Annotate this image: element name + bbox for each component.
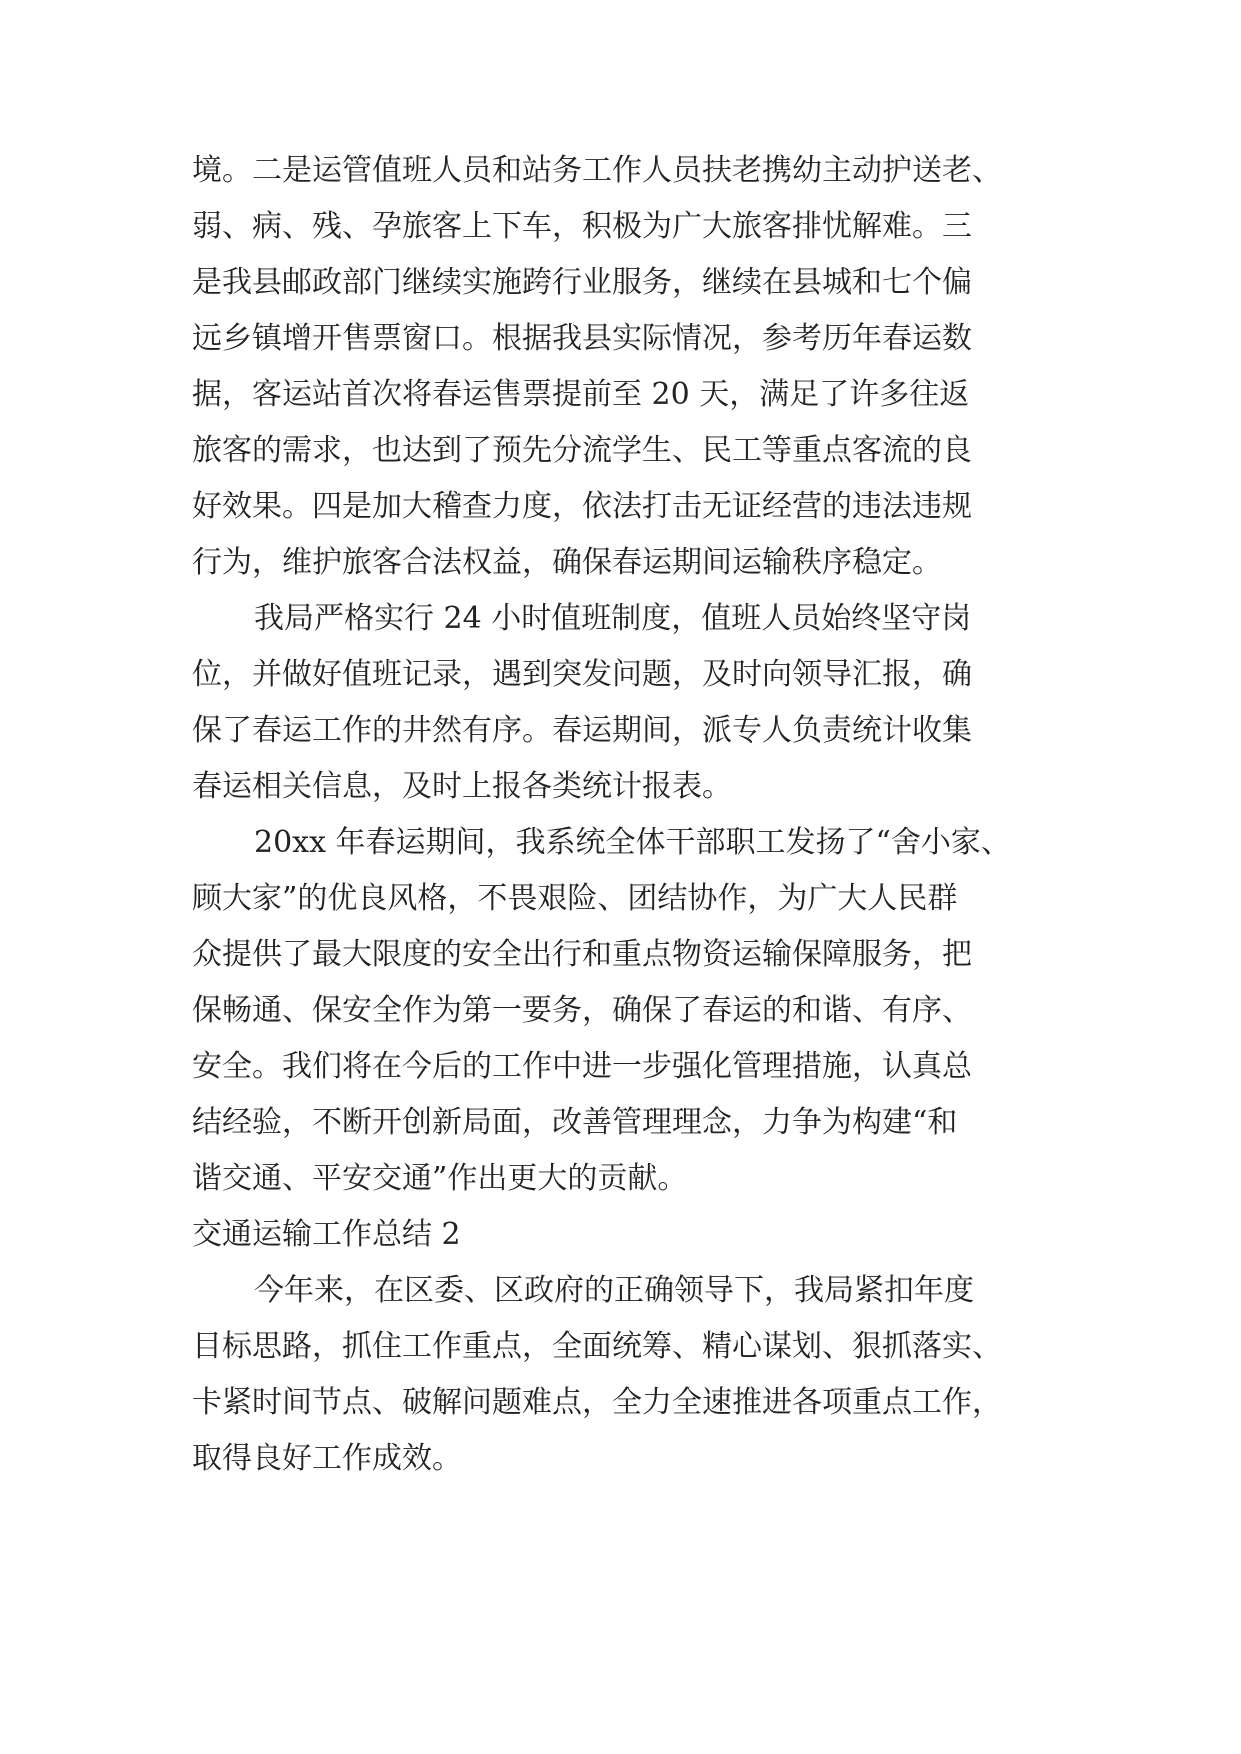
text-line: 顾大家”的优良风格，不畏艰险、团结协作，为广大人民群 (192, 881, 958, 916)
text-line: 众提供了最大限度的安全出行和重点物资运输保障服务，把 (192, 937, 972, 972)
text-line: 春运相关信息，及时上报各类统计报表。 (192, 769, 732, 804)
paragraph-first-line: 今年来，在区委、区政府的正确领导下，我局紧扣年度 (254, 1273, 974, 1308)
text-line: 行为，维护旅客合法权益，确保春运期间运输秩序稳定。 (192, 545, 942, 580)
text-line: 卡紧时间节点、破解问题难点，全力全速推进各项重点工作， (192, 1385, 1002, 1420)
text-line: 位，并做好值班记录，遇到突发问题，及时向领导汇报，确 (192, 657, 972, 692)
text-line: 好效果。四是加大稽查力度，依法打击无证经营的违法违规 (192, 489, 972, 524)
text-line: 据，客运站首次将春运售票提前至 20 天，满足了许多往返 (192, 377, 970, 412)
text-line: 远乡镇增开售票窗口。根据我县实际情况，参考历年春运数 (192, 321, 972, 356)
text-line: 取得良好工作成效。 (192, 1441, 462, 1476)
text-line: 安全。我们将在今后的工作中进一步强化管理措施，认真总 (192, 1049, 972, 1084)
section-heading: 交通运输工作总结 2 (192, 1217, 461, 1252)
text-line: 谐交通、平安交通”作出更大的贡献。 (192, 1161, 688, 1196)
text-line: 是我县邮政部门继续实施跨行业服务，继续在县城和七个偏 (192, 265, 972, 300)
paragraph-first-line: 我局严格实行 24 小时值班制度，值班人员始终坚守岗 (254, 601, 972, 636)
text-line: 保了春运工作的井然有序。春运期间，派专人负责统计收集 (192, 713, 972, 748)
text-line: 境。二是运管值班人员和站务工作人员扶老携幼主动护送老、 (192, 153, 1002, 188)
text-line: 旅客的需求，也达到了预先分流学生、民工等重点客流的良 (192, 433, 972, 468)
text-line: 弱、病、残、孕旅客上下车，积极为广大旅客排忧解难。三 (192, 209, 972, 244)
text-line: 目标思路，抓住工作重点，全面统筹、精心谋划、狠抓落实、 (192, 1329, 1002, 1364)
paragraph-first-line: 20xx 年春运期间，我系统全体干部职工发扬了“舍小家、 (254, 825, 1011, 860)
text-line: 保畅通、保安全作为第一要务，确保了春运的和谐、有序、 (192, 993, 972, 1028)
text-line: 结经验，不断开创新局面，改善管理理念，力争为构建“和 (192, 1105, 958, 1140)
